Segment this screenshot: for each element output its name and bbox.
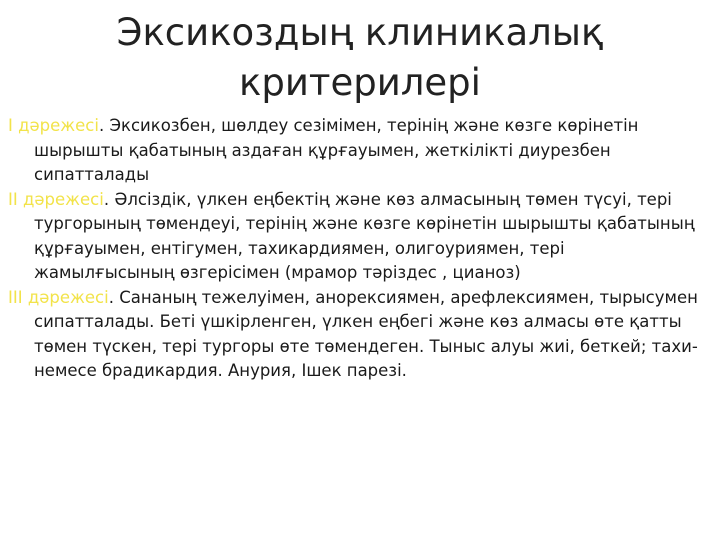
slide-body: [8, 114, 708, 384]
slide-title-line-2: критерилері: [239, 61, 481, 104]
degree-2-label: II дәрежесі: [8, 189, 104, 209]
degree-3-text: . Сананың тежелуімен, анорексиямен, арефлексиямен, тырысумен сипатталады. Беті үшкірленген, үлкен еңбегі және көз алмасы өте қатты төмен түскен, тері тургоры өте төмендеген. Тыныс алуы жиі, беткей; тахи- немесе брадикардия. Анурия, Ішек парезі.: [34, 287, 698, 380]
degree-3-label: III дәрежесі: [8, 287, 109, 307]
degree-1-text: . Эксикозбен, шөлдеу сезімімен, терінің және көзге көрінетін шырышты қабатының аздаған құрғауымен, жеткілікті диурезбен сипатталады: [34, 116, 639, 184]
degree-2-text: . Әлсіздік, үлкен еңбектің және көз алмасының төмен түсуі, тері тургорының төмендеуі, терінің және көзге көрінетін шырышты қабатының құрғауымен, ентігумен, тахикардиямен, олигоуриямен, тері жамылғысының өзгерісімен (мрамор тәріздес , цианоз): [34, 189, 695, 282]
degree-3-paragraph: [8, 286, 708, 384]
slide-title: [60, 8, 660, 108]
slide-title-line-1: Эксикоздың клиникалық: [116, 11, 604, 54]
degree-1-label: I дәрежесі: [8, 116, 99, 135]
degree-1-paragraph: [8, 114, 708, 188]
degree-2-paragraph: [8, 188, 708, 286]
